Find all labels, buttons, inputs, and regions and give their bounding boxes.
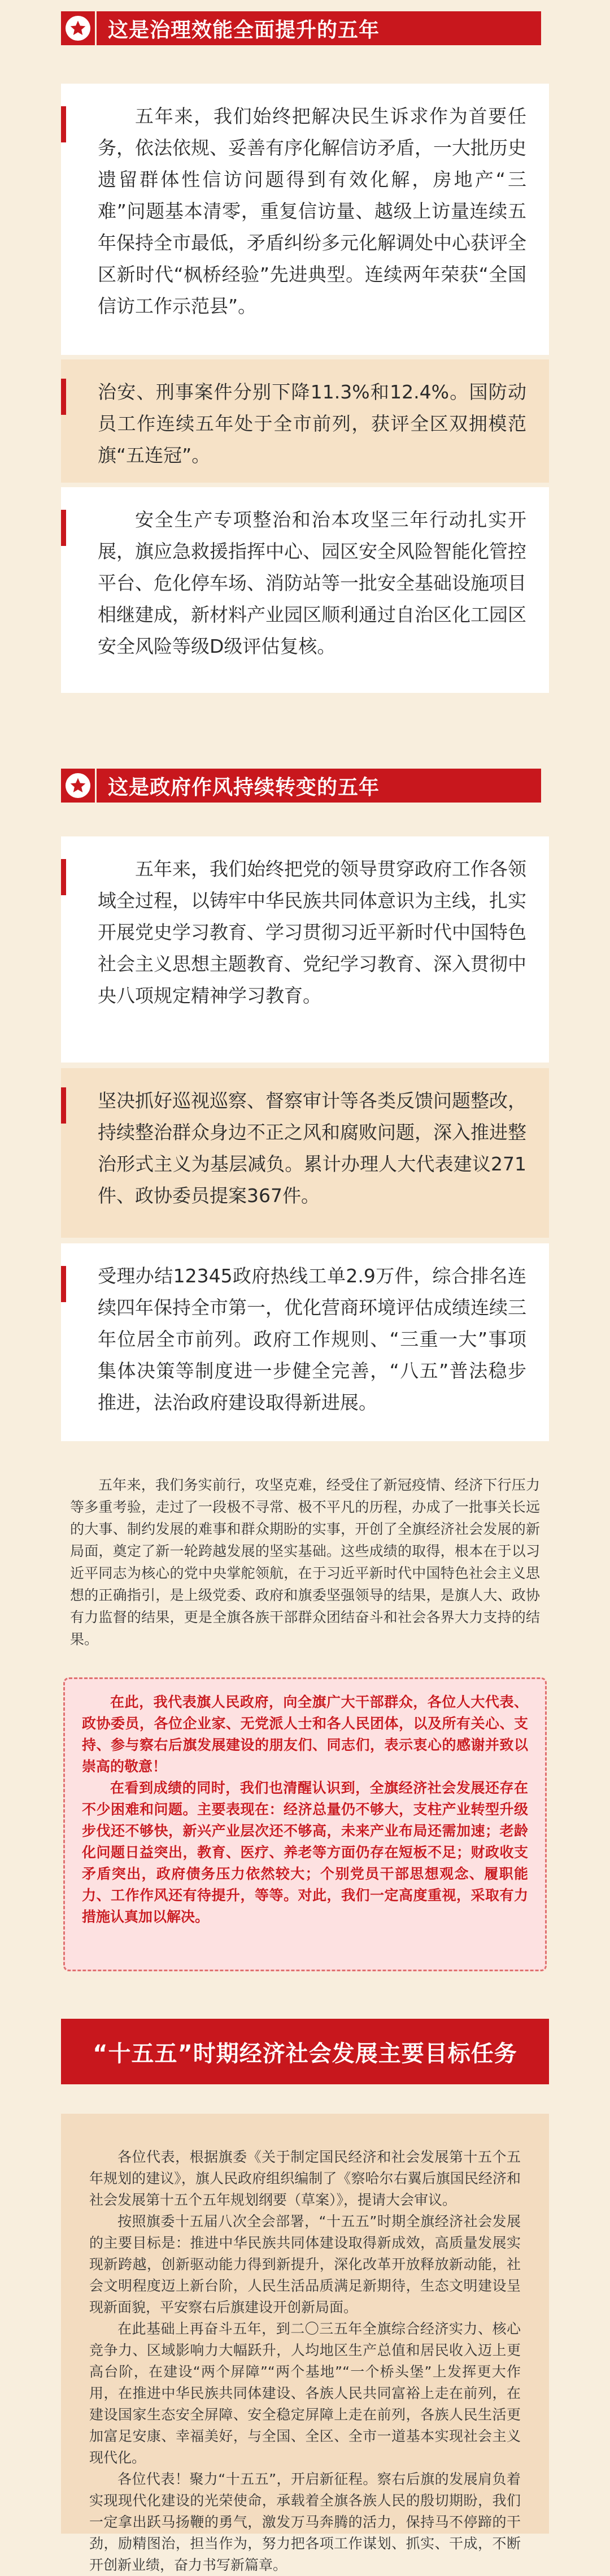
section2-para3: 受理办结12345政府热线工单2.9万件，综合排名连续四年保持全市第一，优化营商环境评估成绩连续三年位居全市前列。政府工作规则、“三重一大”事项集体决策等制度进一步健全完善，“八五”普法稳步推进，法治政府建设取得新进展。 — [61, 1243, 549, 1441]
section1-para3: 安全生产专项整治和治本攻坚三年行动扎实开展，旗应急救援指挥中心、园区安全风险智能化管控平台、危化停车场、消防站等一批安全基础设施项目相继建成，新材料产业园区顺利通过自治区化工园区安全风险等级D级评估复核。 — [61, 487, 549, 693]
goals-block: 各位代表，根据旗委《关于制定国民经济和社会发展第十五个五年规划的建议》，旗人民政府组织编制了《察哈尔右翼后旗国民经济和社会发展第十五个五年规划纲要（草案）》，提请大会审议。 按照旗委十五届八次全会部署，“十五五”时期全旗经济社会发展的主要目标是：推进中华民族共同体建设取得新成效，高质量发展实现新跨越，创新驱动能力得到新提升，深化改革开放释放新动能，社会文明程度迈上新台阶，人民生活品质满足新期待，生态文明建设呈现新面貌，平安察右后旗建设开创新局面。 在此基础上再奋斗五年，到二〇三五年全旗综合经济实力、核心竞争力、区域影响力大幅跃升，人均地区生产总值和居民收入迈上更高台阶，在建设“两个屏障”“两个基地”“一个桥头堡”上发挥更大作用，在推进中华民族共同体建设、各族人民共同富裕上走在前列，在建设国家生态安全屏障、安全稳定屏障上走在前列，各族人民生活更加富足安康、幸福美好，与全国、全区、全市一道基本实现社会主义现代化。 各位代表！聚力“十五五”，开启新征程。察右后旗的发展肩负着实现现代化建设的光荣使命，承载着全旗各族人民的殷切期盼，我们一定拿出跃马扬鞭的勇气，激发万马奔腾的活力，保持马不停蹄的干劲，励精图治，担当作为，努力把各项工作谋划、抓实、干成，不断开创新业绩，奋力书写新篇章。 — [61, 2114, 549, 2534]
section2-header — [61, 769, 541, 803]
section2-para2: 坚决抓好巡视巡察、督察审计等各类反馈问题整改，持续整治群众身边不正之风和腐败问题，深入推进整治形式主义为基层减负。累计办理人大代表建议271件、政协委员提案367件。 — [61, 1068, 549, 1238]
summary-paragraph: 五年来，我们务实前行，攻坚克难，经受住了新冠疫情、经济下行压力等多重考验，走过了一段极不寻常、极不平凡的历程，办成了一批事关长远的大事、制约发展的难事和群众期盼的实事，开创了全旗经济社会发展的新局面，奠定了新一轮跨越发展的坚实基础。这些成绩的取得，根本在于以习近平同志为核心的党中央掌舵领航，在于习近平新时代中国特色社会主义思想的正确指引，是上级党委、政府和旗委坚强领导的结果，是旗人大、政协有力监督的结果，更是全旗各族干部群众团结奋斗和社会各界大力支持的结果。 — [70, 1477, 540, 1647]
section1-para1: 五年来，我们始终把解决民生诉求作为首要任务，依法依规、妥善有序化解信访矛盾，一大批历史遗留群体性信访问题得到有效化解，房地产“三难”问题基本清零，重复信访量、越级上访量连续五年保持全市最低，矛盾纠纷多元化解调处中心获评全区新时代“枫桥经验”先进典型。连续两年荣获“全国信访工作示范县”。 — [61, 84, 549, 355]
section1-title: 这是治理效能全面提升的五年 — [108, 18, 380, 42]
thanks-block: 在此，我代表旗人民政府，向全旗广大干部群众，各位人大代表、政协委员，各位企业家、无党派人士和各人民团体，以及所有关心、支持、参与察右后旗发展建设的朋友们、同志们，表示衷心的感谢并致以崇高的敬意！ 在看到成绩的同时，我们也清醒认识到，全旗经济社会发展还存在不少困难和问题。主要表现在：经济总量仍不够大，支柱产业转型升级步伐还不够快，新兴产业层次还不够高，未来产业布局还需加速；老龄化问题日益突出，教育、医疗、养老等方面仍存在短板不足；财政收支矛盾突出，政府债务压力依然较大；个别党员干部思想观念、履职能力、工作作风还有待提升，等等。对此，我们一定高度重视，采取有力措施认真加以解决。 — [63, 1677, 547, 1971]
star-icon — [69, 777, 87, 795]
goals-banner — [61, 2019, 549, 2084]
section2-para1: 五年来，我们始终把党的领导贯穿政府工作各领域全过程，以铸牢中华民族共同体意识为主线，扎实开展党史学习教育、学习贯彻习近平新时代中国特色社会主义思想主题教育、党纪学习教育、深入贯彻中央八项规定精神学习教育。 — [61, 836, 549, 1063]
section2-title: 这是政府作风持续转变的五年 — [108, 775, 380, 799]
star-icon — [69, 19, 87, 37]
goals-banner-title: “十五五”时期经济社会发展主要目标任务 — [93, 2040, 517, 2067]
section2-badge — [61, 769, 97, 803]
section1-para2: 治安、刑事案件分别下降11.3%和12.4%。国防动员工作连续五年处于全市前列，获评全区双拥模范旗“五连冠”。 — [61, 359, 549, 483]
section1-badge — [61, 11, 97, 45]
section1-header — [61, 11, 541, 45]
